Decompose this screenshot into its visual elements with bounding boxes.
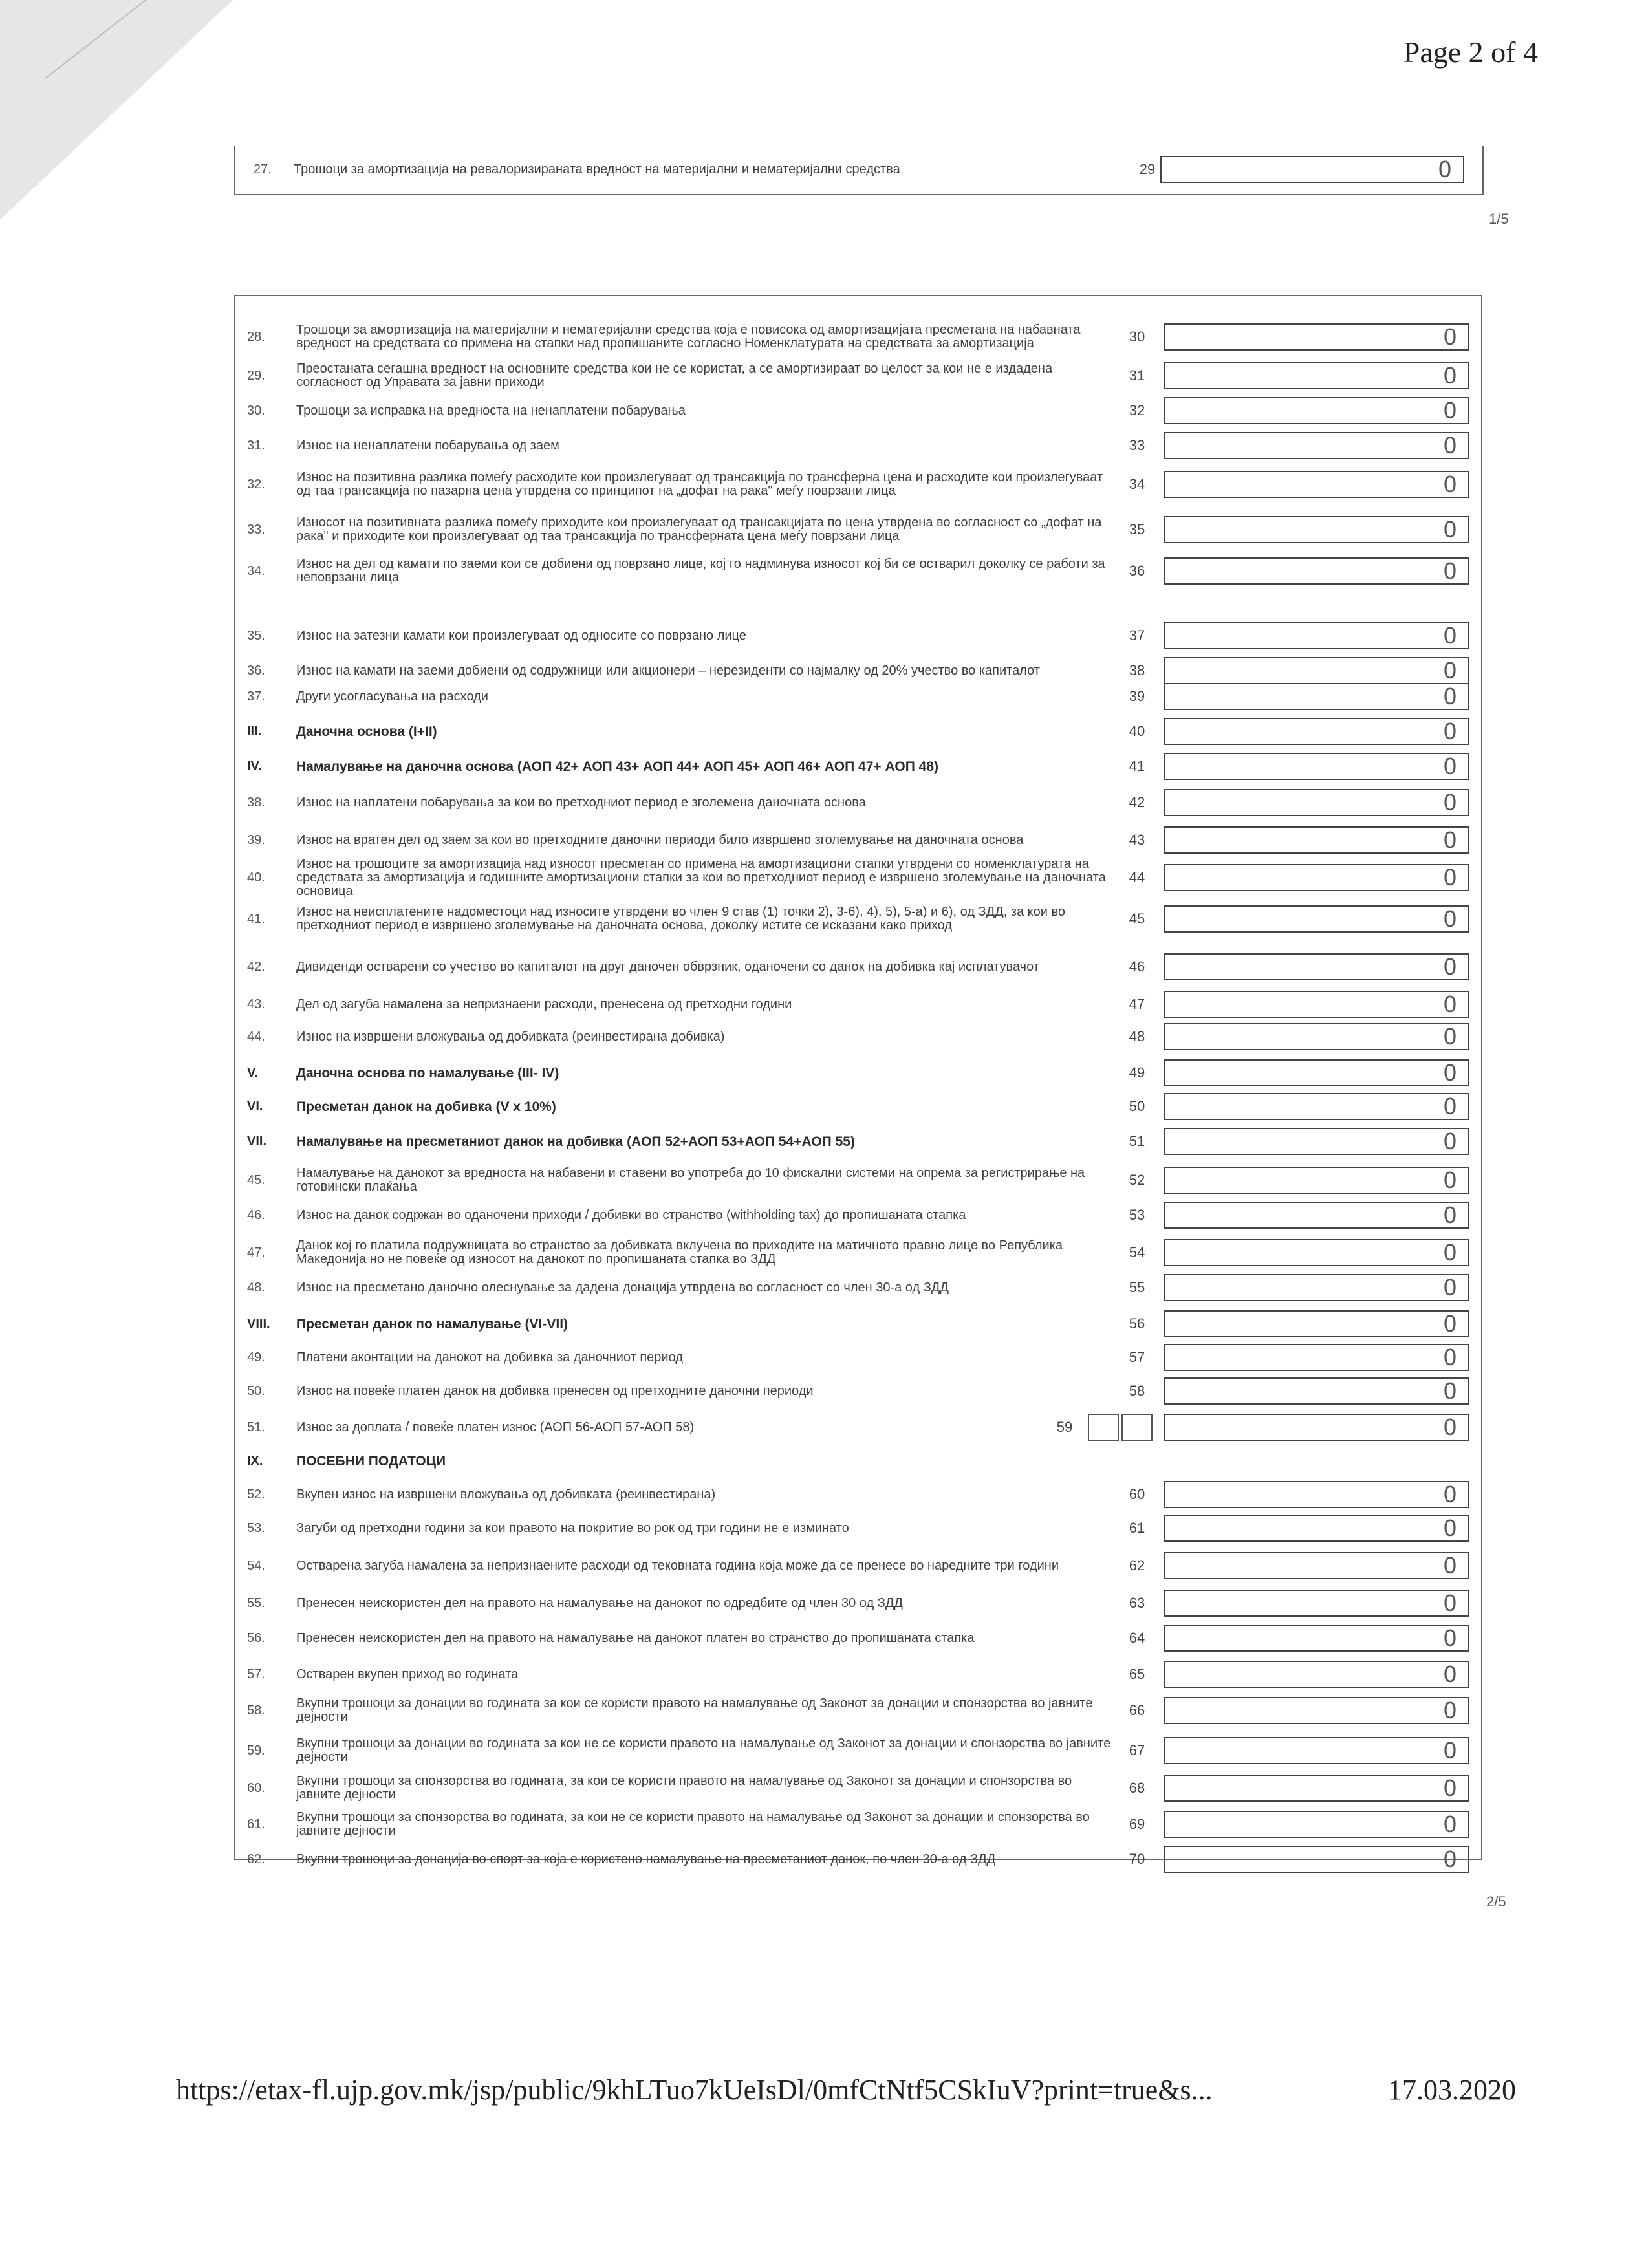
row-description: Вкупни трошоци за спонзорства во годината, за кои се користи правото на намалување од Законот за донации и спонзорства во јавните дејности — [296, 1774, 1072, 1802]
row-description: Остварена загуба намалена за непризнаените расходи од тековната година која може да се пренесе во наредните три години — [296, 1558, 1059, 1573]
amount-field[interactable]: 0 — [1164, 1515, 1469, 1542]
amount-field[interactable]: 0 — [1164, 789, 1469, 816]
row-description: Платени аконтации на данокот на добивка за даночниот период — [296, 1350, 683, 1365]
form-row — [235, 1844, 1481, 1874]
page-marker-2: 2/5 — [1486, 1894, 1506, 1910]
folded-corner — [0, 0, 233, 220]
form-row — [235, 1376, 1481, 1406]
row-description: Намалување на данокот за вредноста на набавени и ставени во употреба до 10 фискални системи на опрема за регистрирање на готовински плаќања — [296, 1166, 1085, 1194]
aop-code: 32 — [1129, 402, 1145, 418]
previous-section-tail — [234, 146, 1484, 195]
aop-code: 50 — [1129, 1098, 1145, 1114]
row-number: 59. — [247, 1743, 265, 1758]
amount-field[interactable]: 0 — [1164, 1274, 1469, 1301]
row-description: Вкупни трошоци за донации во годината за кои не се користи правото на намалување од Законот за донации и спонзорства во јавните дејности — [296, 1736, 1111, 1764]
row-number: 32. — [247, 477, 265, 491]
amount-field[interactable]: 0 — [1164, 657, 1469, 684]
form-row — [235, 1412, 1481, 1442]
amount-field[interactable]: 0 — [1164, 1811, 1469, 1838]
row-description: Износ на позитивна разлика помеѓу расходите кои произлегуваат од трансакција по трансферна цена и расходите кои произлегуваат од таа трансакција по пазарна цена утврдена со принципот на „дофат на рака" меѓу поврзани лица — [296, 470, 1103, 498]
row-number: 35. — [247, 628, 265, 643]
row-number: 48. — [247, 1280, 265, 1295]
row-number: VIII. — [247, 1316, 270, 1331]
form-row — [235, 1513, 1481, 1543]
row-number: 47. — [247, 1245, 265, 1260]
aop-code: 66 — [1129, 1702, 1145, 1718]
amount-field[interactable]: 0 — [1164, 1059, 1469, 1086]
row-number: 41. — [247, 911, 265, 926]
row-description: Пресметан данок по намалување (VI-VII) — [296, 1316, 568, 1332]
aop-code: 44 — [1129, 869, 1145, 885]
aop-code: 35 — [1129, 521, 1145, 537]
aop-code: 33 — [1129, 437, 1145, 453]
aop-code: 47 — [1129, 996, 1145, 1012]
row-number: 29. — [247, 368, 265, 383]
row-description: Износ на извршени вложувања од добивката (реинвестирана добивка) — [296, 1029, 725, 1044]
row-number: 52. — [247, 1487, 265, 1502]
row-number: 27. — [254, 162, 272, 177]
aop-code: 59 — [1056, 1419, 1073, 1435]
form-row — [235, 1238, 1481, 1268]
aop-code: 38 — [1129, 662, 1145, 678]
row-number: 45. — [247, 1172, 265, 1187]
aop-code: 61 — [1129, 1520, 1145, 1536]
row-number: IX. — [247, 1453, 263, 1468]
aop-code: 67 — [1129, 1742, 1145, 1758]
row-number: 46. — [247, 1207, 265, 1222]
row-description: Пренесен неискористен дел на правото на намалување на данокот по одредбите од член 30 од ЗДД — [296, 1595, 903, 1610]
amount-field[interactable]: 0 — [1164, 622, 1469, 649]
form-row — [235, 682, 1481, 711]
row-number: 39. — [247, 832, 265, 847]
aop-code: 63 — [1129, 1595, 1145, 1611]
form-row — [235, 717, 1481, 746]
aop-code: 30 — [1129, 329, 1145, 345]
row-description: Даночна основа по намалување (III- IV) — [296, 1065, 559, 1081]
row-description: Трошоци за амортизација на материјални и нематеријални средства која е повисока од амортизацијата пресметана на набавната вредност на средствата со примена на стапки над пропишаните согласно Номенклатурата на средствата за амортизација — [296, 323, 1081, 351]
page-marker-1: 1/5 — [1489, 211, 1509, 227]
form-row — [235, 621, 1481, 651]
aop-code: 46 — [1129, 958, 1145, 975]
aop-code: 43 — [1129, 832, 1145, 848]
row-description: Дивиденди остварени со учество во капиталот на друг даночен обврзник, оданочени со данок на добивка кај исплатувачот — [296, 959, 1039, 974]
form-row — [235, 470, 1481, 499]
amount-field[interactable]: 0 — [1164, 718, 1469, 745]
amount-field[interactable]: 0 — [1164, 432, 1469, 459]
page-header: Page 2 of 4 — [1403, 36, 1538, 69]
row-description: Трошоци за амортизација на ревалоризираната вредност на материјални и нематеријални средства — [294, 162, 900, 177]
aop-code: 62 — [1129, 1557, 1145, 1573]
amount-field[interactable]: 0 — [1164, 1481, 1469, 1508]
row-number: 55. — [247, 1595, 265, 1610]
row-number: 33. — [247, 522, 265, 537]
footer-url: https://etax-fl.ujp.gov.mk/jsp/public/9khLTuo7kUeIsDl/0mfCtNtf5CSkIuV?print=true&s... — [176, 2074, 1213, 2106]
aop-code: 36 — [1129, 563, 1145, 579]
amount-field[interactable]: 0 — [1164, 1625, 1469, 1652]
form-row — [235, 1446, 1481, 1476]
row-number: 50. — [247, 1383, 265, 1398]
row-description: Данок кој го платила подружницата во странство за добивката вклучена во приходите на матичното правно лице во Република Македонија но не повеќе од износот на данокот по пропишаната стапка во ЗДД — [296, 1238, 1063, 1266]
row-description: Износ на вратен дел од заем за кои во претходните даночни периоди било извршено зголемување на даночната основа — [296, 832, 1024, 847]
aop-code: 53 — [1129, 1207, 1145, 1223]
row-description: Износ на пресметано даночно олеснување за дадена донација утврдена во согласност со член 30-а од ЗДД — [296, 1280, 949, 1295]
form-row — [235, 1623, 1481, 1653]
form-row — [235, 1309, 1481, 1339]
row-number: 58. — [247, 1703, 265, 1718]
amount-field[interactable]: 0 — [1164, 1128, 1469, 1155]
row-number: 44. — [247, 1029, 265, 1044]
aop-code: 64 — [1129, 1630, 1145, 1646]
row-number: 56. — [247, 1630, 265, 1645]
row-number: 34. — [247, 563, 265, 578]
form-row — [235, 1127, 1481, 1156]
form-row — [235, 1809, 1481, 1839]
form-row — [235, 1200, 1481, 1230]
amount-field[interactable]: 0 — [1164, 557, 1469, 585]
row-number: 62. — [247, 1852, 265, 1866]
aop-code: 41 — [1129, 758, 1145, 774]
form-row — [235, 1273, 1481, 1302]
amount-field[interactable]: 0 — [1164, 864, 1469, 891]
row-description: Вкупни трошоци за донации во годината за кои се користи правото на намалување од Законот за донации и спонзорства во јавните дејности — [296, 1696, 1093, 1724]
aop-code: 57 — [1129, 1349, 1145, 1365]
form-row — [235, 1736, 1481, 1766]
row-number: VI. — [247, 1099, 263, 1114]
amount-field[interactable]: 0 — [1164, 1590, 1469, 1617]
row-description: Вкупни трошоци за спонзорства во годината, за кои не се користи правото на намалување од Законот за донации и спонзорства во јавните дејности — [296, 1810, 1090, 1838]
amount-field[interactable]: 0 — [1164, 1023, 1469, 1050]
row-description: Вкупни трошоци за донација во спорт за која е користено намалување на пресметаниот данок, по член 30-а од ЗДД — [296, 1852, 996, 1866]
aop-code: 69 — [1129, 1816, 1145, 1832]
aop-code: 45 — [1129, 911, 1145, 927]
form-row — [235, 1480, 1481, 1509]
amount-field[interactable]: 0 — [1164, 1310, 1469, 1337]
amount-field[interactable]: 0 — [1164, 1093, 1469, 1120]
row-description: Намалување на пресметаниот данок на добивка (АОП 52+АОП 53+АОП 54+АОП 55) — [296, 1134, 855, 1149]
row-number: 30. — [247, 403, 265, 418]
row-number: 37. — [247, 689, 265, 704]
form-row — [235, 1659, 1481, 1689]
form-row — [235, 515, 1481, 545]
row-description: Износ на наплатени побарувања за кои во претходниот период е зголемена даночната основа — [296, 795, 866, 810]
row-description: Пресметан данок на добивка (V x 10%) — [296, 1099, 556, 1114]
aop-code: 68 — [1129, 1780, 1145, 1796]
aop-code: 48 — [1129, 1028, 1145, 1044]
aop-code: 54 — [1129, 1244, 1145, 1260]
row-description: Износ на ненаплатени побарувања од заем — [296, 438, 559, 453]
amount-field[interactable]: 0 — [1164, 362, 1469, 389]
form-row — [235, 1696, 1481, 1725]
amount-field[interactable]: 0 — [1164, 1737, 1469, 1764]
amount-field[interactable]: 0 — [1164, 1775, 1469, 1802]
row-description: Даночна основа (I+II) — [296, 724, 437, 739]
amount-field[interactable]: 0 — [1164, 683, 1469, 710]
amount-field[interactable]: 0 — [1164, 397, 1469, 424]
row-description: Износ на камати на заеми добиени од содружници или акционери – нерезиденти со најмалку од 20% учество во капиталот — [296, 663, 1040, 678]
row-description: Загуби од претходни години за кои правото на покритие во рок од три години не е изминато — [296, 1520, 849, 1535]
amount-field[interactable]: 0 — [1164, 323, 1469, 351]
amount-field[interactable]: 0 — [1164, 1697, 1469, 1724]
amount-field[interactable]: 0 — [1164, 1202, 1469, 1229]
amount-field[interactable]: 0 — [1164, 753, 1469, 780]
row-description: Износ за доплата / повеќе платен износ (АОП 56-АОП 57-АОП 58) — [296, 1420, 695, 1434]
row-number: 31. — [247, 438, 265, 453]
aop-code: 60 — [1129, 1486, 1145, 1502]
row-number: VII. — [247, 1134, 267, 1149]
aop-code: 39 — [1129, 688, 1145, 704]
aop-code: 29 — [1139, 161, 1156, 177]
form-row — [235, 788, 1481, 817]
row-description: Намалување на даночна основа (АОП 42+ АОП 43+ АОП 44+ АОП 45+ АОП 46+ АОП 47+ АОП 48) — [296, 759, 938, 774]
form-row — [235, 556, 1481, 586]
amount-field[interactable]: 0 — [1164, 905, 1469, 933]
row-number: 60. — [247, 1780, 265, 1795]
row-description: Износ на данок содржан во оданочени приходи / добивки во странство (withholding tax) до пропишаната стапка — [296, 1207, 966, 1222]
tax-form-table — [234, 295, 1482, 1872]
form-row — [235, 322, 1481, 352]
amount-field[interactable]: 0 — [1164, 1377, 1469, 1405]
sign-checkboxes — [1088, 1414, 1155, 1441]
row-number: 38. — [247, 795, 265, 810]
form-row — [235, 856, 1481, 898]
row-number: 53. — [247, 1520, 265, 1535]
form-row — [235, 1165, 1481, 1195]
form-row — [235, 1551, 1481, 1581]
aop-code: 49 — [1129, 1064, 1145, 1081]
form-row — [235, 904, 1481, 934]
aop-code: 70 — [1129, 1851, 1145, 1867]
row-number: 42. — [247, 959, 265, 974]
form-row — [235, 396, 1481, 426]
row-description: Други усогласувања на расходи — [296, 689, 488, 704]
aop-code: 42 — [1129, 794, 1145, 810]
row-description: Износ на неисплатените надоместоци над износите утврдени во член 9 став (1) точки 2), 3-6), 4), 5), 5-а) и 6), од ЗДД, за кои во претходниот период е извршено зголемување на даночната основа, доколку истите се исказани како приход — [296, 905, 1066, 933]
amount-field[interactable]: 0 — [1164, 826, 1469, 854]
aop-code: 55 — [1129, 1279, 1145, 1295]
aop-code: 51 — [1129, 1133, 1145, 1149]
row-number: 51. — [247, 1420, 265, 1434]
amount-field[interactable]: 0 — [1164, 953, 1469, 980]
row-number: 57. — [247, 1667, 265, 1681]
row-number: V. — [247, 1065, 259, 1080]
row-number: III. — [247, 724, 262, 739]
row-description: Пренесен неискористен дел на правото на намалување на данокот платен во странство до пропишаната стапка — [296, 1630, 975, 1645]
row-description: Износ на затезни камати кои произлегуваат од односите со поврзано лице — [296, 628, 746, 643]
aop-code: 37 — [1129, 627, 1145, 643]
form-row — [235, 431, 1481, 460]
amount-field[interactable]: 0 — [1164, 991, 1469, 1018]
form-row — [235, 1343, 1481, 1372]
form-row — [235, 1588, 1481, 1618]
form-row — [235, 1058, 1481, 1088]
amount-field[interactable]: 0 — [1164, 1846, 1469, 1873]
amount-field[interactable]: 0 — [1160, 156, 1464, 183]
row-number: 43. — [247, 997, 265, 1011]
amount-field[interactable]: 0 — [1164, 1414, 1469, 1441]
form-row — [235, 361, 1481, 391]
amount-field[interactable]: 0 — [1164, 516, 1469, 543]
row-description: Вкупен износ на извршени вложувања од добивката (реинвестирана) — [296, 1487, 716, 1502]
row-description: ПОСЕБНИ ПОДАТОЦИ — [296, 1453, 446, 1469]
amount-field[interactable]: 0 — [1164, 1167, 1469, 1194]
aop-code: 58 — [1129, 1383, 1145, 1399]
row-number: IV. — [247, 759, 262, 773]
amount-field[interactable]: 0 — [1164, 1344, 1469, 1371]
form-row — [235, 825, 1481, 855]
amount-field[interactable]: 0 — [1164, 1239, 1469, 1266]
row-number: 40. — [247, 870, 265, 885]
form-row — [235, 989, 1481, 1019]
aop-code: 31 — [1129, 367, 1145, 383]
row-description: Износ на дел од камати по заеми кои се добиени од поврзано лице, кој го надминува износот кој би се остварил доколку се работи за неповрзани лица — [296, 557, 1105, 585]
form-row — [235, 751, 1481, 781]
form-row — [235, 1092, 1481, 1121]
row-number: 36. — [247, 663, 265, 678]
row-number: 61. — [247, 1817, 265, 1831]
aop-code: 34 — [1129, 476, 1145, 492]
amount-field[interactable]: 0 — [1164, 1552, 1469, 1579]
aop-code: 56 — [1129, 1315, 1145, 1332]
aop-code: 40 — [1129, 723, 1145, 739]
row-description: Износ на трошоците за амортизација над износот пресметан со примена на амортизациони стапки утврдени со номенклатурата на средствата за амортизација и годишните амортизациони стапки за кои во претходниот период е извршено зголемување на даночната основица — [296, 856, 1106, 898]
row-description: Износ на повеќе платен данок на добивка пренесен од претходните даночни периоди — [296, 1383, 814, 1398]
footer-date: 17.03.2020 — [1388, 2074, 1516, 2106]
form-row — [235, 1773, 1481, 1803]
aop-code: 65 — [1129, 1666, 1145, 1682]
row-number: 49. — [247, 1350, 265, 1365]
row-number: 28. — [247, 329, 265, 344]
row-number: 54. — [247, 1558, 265, 1573]
form-row — [235, 952, 1481, 982]
row-description: Износот на позитивната разлика помеѓу приходите кои произлегуваат од трансакцијата по цена утврдена во согласност со „дофат на рака" и приходите кои произлегуваат од таа трансакција по трансферната цена меѓу поврзани лица — [296, 515, 1102, 543]
row-description: Преостаната сегашна вредност на основните средства кои не се користат, а се амортизираат во целост за кои не е издадена согласност од Управата за јавни приходи — [296, 362, 1053, 389]
sign-checkbox[interactable] — [1121, 1414, 1153, 1441]
row-description: Дел од загуба намалена за непризнаени расходи, пренесена од претходни години — [296, 997, 792, 1011]
amount-field[interactable]: 0 — [1164, 471, 1469, 498]
sign-checkbox[interactable] — [1088, 1414, 1119, 1441]
aop-code: 52 — [1129, 1172, 1145, 1188]
row-description: Остварен вкупен приход во годината — [296, 1667, 519, 1681]
form-row — [235, 1022, 1481, 1052]
amount-field[interactable]: 0 — [1164, 1661, 1469, 1688]
row-description: Трошоци за исправка на вредноста на ненаплатени побарувања — [296, 403, 686, 418]
form-row-27 — [235, 155, 1482, 184]
